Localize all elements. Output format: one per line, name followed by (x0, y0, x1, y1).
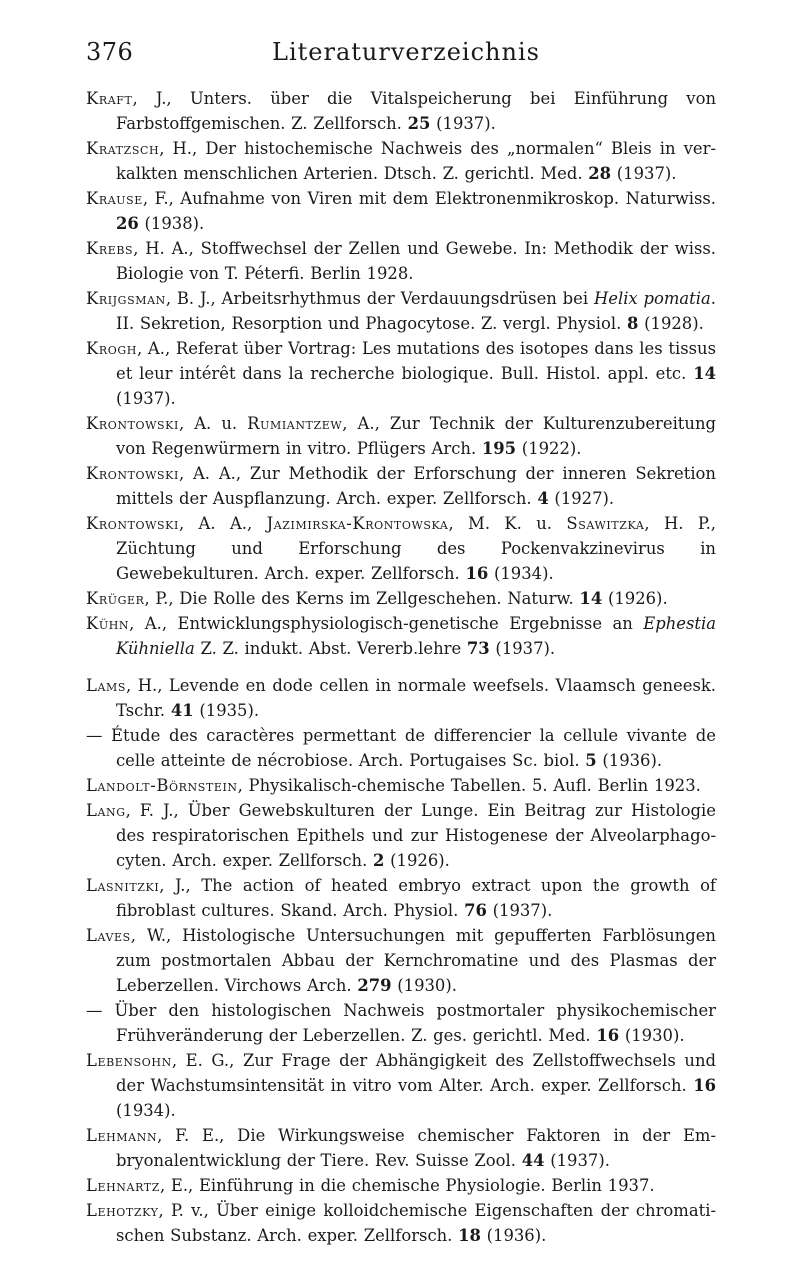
reference-author: Krogh (86, 339, 137, 358)
reference-entry (86, 923, 716, 998)
reference-volume: 16 (693, 1076, 716, 1095)
reference-text: , F., Aufnahme von Viren mit dem Elektronenmikroskop. Naturwiss. (142, 189, 716, 208)
reference-author: Krontowski (86, 514, 179, 533)
reference-year: (1937). (489, 639, 556, 658)
reference-entry (86, 461, 716, 511)
reference-volume: 76 (464, 901, 487, 920)
reference-author: Krebs (86, 239, 134, 258)
reference-text: , A. A., Zur Methodik der Erforschung der inneren Sekretion mittels der Auspflanzung. Arch. exper. Zellforsch. (116, 464, 716, 508)
reference-volume: 25 (407, 114, 431, 133)
reference-text: , P., Die Rolle des Kerns im Zellgeschehen. Naturw. (144, 589, 580, 608)
page-number: 376 (86, 38, 134, 66)
reference-author: Krüger (86, 589, 145, 608)
reference-volume: 279 (357, 976, 392, 995)
reference-author: Lams (86, 676, 127, 695)
reference-volume: 4 (537, 489, 549, 508)
reference-text: , H., Der histochemische Nachweis des „normalen“ Bleis in verkalkten menschlichen Arterien. Dtsch. Z. gerichtl. Med. (116, 139, 716, 183)
reference-text: , A., Zur Technik der Kulturenzubereitung von Regenwürmern in vitro. Pflügers Arch. (116, 414, 716, 458)
reference-year: (1934). (488, 564, 554, 583)
reference-volume: 26 (116, 214, 139, 233)
reference-text: , F. E., Die Wirkungsweise chemischer Faktoren in der Embryonalentwicklung der Tiere. Rev. Suisse Zool. (116, 1126, 716, 1170)
reference-volume: 8 (627, 314, 639, 333)
reference-author: Krontowski (86, 414, 179, 433)
reference-entry (86, 723, 716, 773)
reference-entry (86, 1048, 716, 1123)
reference-year: (1938). (138, 214, 205, 233)
reference-entry (86, 998, 716, 1048)
reference-text: , M. K. u. (448, 514, 567, 533)
reference-author: Kratzsch (86, 139, 160, 158)
reference-entry (86, 86, 716, 136)
reference-author: Krause (86, 189, 143, 208)
reference-volume: 44 (521, 1151, 545, 1170)
reference-text: , A. u. (178, 414, 248, 433)
reference-entry (86, 673, 716, 723)
reference-author: Laves (86, 926, 131, 945)
reference-year: (1937). (611, 164, 677, 183)
reference-year: (1934). (116, 1101, 176, 1120)
reference-volume: 16 (465, 564, 489, 583)
reference-author: Lebensohn (86, 1051, 172, 1070)
reference-text: , A., Referat über Vortrag: Les mutations des isotopes dans les tissus et leur intérêt dans la recherche biologique. Bull. Histol. appl. etc. (116, 339, 716, 383)
reference-text: , P. v., Über einige kolloidchemische Eigenschaften der chromatischen Substanz. Arch. exper. Zellforsch. (116, 1201, 716, 1245)
reference-species: Ephestia Kühniella (116, 614, 716, 658)
reference-year: (1936). (596, 751, 663, 770)
reference-entry (86, 1173, 716, 1198)
running-title: Literaturverzeichnis (272, 38, 540, 66)
reference-text: — Über den histologischen Nachweis postmortaler physikochemischer Frühveränderung der Leberzellen. Z. ges. gerichtl. Med. (86, 1001, 716, 1045)
reference-author: Lang (86, 801, 126, 820)
reference-text: , Physikalisch-chemische Tabellen. 5. Aufl. Berlin 1923. (237, 776, 701, 795)
reference-year: (1926). (384, 851, 450, 870)
reference-text: , E. G., Zur Frage der Abhängigkeit des Zellstoffwechsels und der Wachstumsintensität in vitro vom Alter. Arch. exper. Zellforsch. (116, 1051, 716, 1095)
reference-entry (86, 136, 716, 186)
reference-text: , J., Unters. über die Vitalspeicherung bei Einführung von Farbstoffgemischen. Z. Zellforsch. (116, 89, 716, 133)
reference-text: , F. J., Über Gewebskulturen der Lunge. Ein Beitrag zur Histologie des respiratorischen Epithels und zur Histogenese der Alveolarphagocyten. Arch. exper. Zellforsch. (116, 801, 716, 870)
reference-year: (1930). (391, 976, 457, 995)
reference-text: , J., The action of heated embryo extract upon the growth of fibroblast cultures. Skand. Arch. Physiol. (116, 876, 716, 920)
reference-entry (86, 773, 716, 798)
reference-year: (1935). (193, 701, 260, 720)
reference-entry (86, 186, 716, 236)
reference-year: (1937). (544, 1151, 610, 1170)
reference-text: , A. A., (178, 514, 267, 533)
reference-text: , H., Levende en dode cellen in normale weefsels. Vlaamsch geneesk. Tschr. (116, 676, 716, 720)
reference-author: Lasnitzki (86, 876, 160, 895)
reference-text: , W., Histologische Untersuchungen mit gepufferten Farblösungen zum postmortalen Abbau der Kernchromatine und des Plasmas der Leberzellen. Virchows Arch. (116, 926, 716, 995)
reference-year: (1926). (602, 589, 668, 608)
reference-year: (1922). (516, 439, 582, 458)
reference-author: Lehotzky (86, 1201, 159, 1220)
reference-author: Lehnartz (86, 1176, 160, 1195)
reference-text: , H. A., Stoffwechsel der Zellen und Gewebe. In: Methodik der wiss. Biologie von T. Péterfi. Berlin 1928. (116, 239, 716, 283)
reference-text: , B. J., Arbeitsrhythmus der Verdauungsdrüsen bei (165, 289, 594, 308)
reference-entry (86, 873, 716, 923)
reference-volume: 195 (481, 439, 517, 458)
reference-volume: 5 (585, 751, 597, 770)
reference-year: (1928). (638, 314, 704, 333)
reference-entry (86, 1198, 716, 1248)
reference-text: , H. P., Züchtung und Erforschung des Pockenvakzinevirus in Gewebekulturen. Arch. exper. Zellforsch. (116, 514, 716, 583)
reference-volume: 14 (693, 364, 716, 383)
reference-author: Krijgsman (86, 289, 166, 308)
reference-year: (1927). (548, 489, 615, 508)
reference-volume: 2 (373, 851, 385, 870)
reference-text: , A., Entwicklungsphysiologisch-genetische Ergebnisse an (129, 614, 644, 633)
reference-author: Kühn (86, 614, 130, 633)
reference-volume: 16 (596, 1026, 620, 1045)
reference-entry (86, 236, 716, 286)
reference-text: , E., Einführung in die chemische Physiologie. Berlin 1937. (159, 1176, 655, 1195)
reference-text: Z. Z. indukt. Abst. Vererb.lehre (194, 639, 467, 658)
reference-volume: 28 (588, 164, 612, 183)
reference-volume: 41 (170, 701, 194, 720)
reference-coauthor: Jazimirska-Krontowska (266, 514, 449, 533)
reference-volume: 73 (466, 639, 490, 658)
reference-author: Kraft (86, 89, 133, 108)
reference-author: Landolt-Börnstein (86, 776, 238, 795)
reference-entry (86, 511, 716, 586)
page-header (86, 38, 726, 72)
reference-species: Helix pomatia (593, 289, 711, 308)
reference-coauthor: Rumiantzew (247, 414, 343, 433)
reference-text: . II. Sekretion, Resorption und Phagocytose. Z. vergl. Physiol. (116, 289, 716, 333)
reference-list (86, 86, 716, 1248)
reference-volume: 14 (579, 589, 603, 608)
reference-year: (1937). (116, 389, 176, 408)
reference-entry (86, 798, 716, 873)
reference-year: (1936). (480, 1226, 547, 1245)
reference-entry (86, 611, 716, 661)
reference-year: (1930). (619, 1026, 685, 1045)
reference-entry (86, 586, 716, 611)
reference-coauthor: Ssawitzka (566, 514, 645, 533)
reference-year: (1937). (430, 114, 496, 133)
reference-year: (1937). (486, 901, 553, 920)
reference-text: — Étude des caractères permettant de differencier la cellule vivante de celle atteinte de nécrobiose. Arch. Portugaises Sc. biol. (86, 726, 716, 770)
reference-entry (86, 336, 716, 411)
reference-entry (86, 411, 716, 461)
reference-entry (86, 286, 716, 336)
reference-author: Krontowski (86, 464, 179, 483)
reference-volume: 18 (458, 1226, 481, 1245)
reference-entry (86, 1123, 716, 1173)
reference-author: Lehmann (86, 1126, 158, 1145)
